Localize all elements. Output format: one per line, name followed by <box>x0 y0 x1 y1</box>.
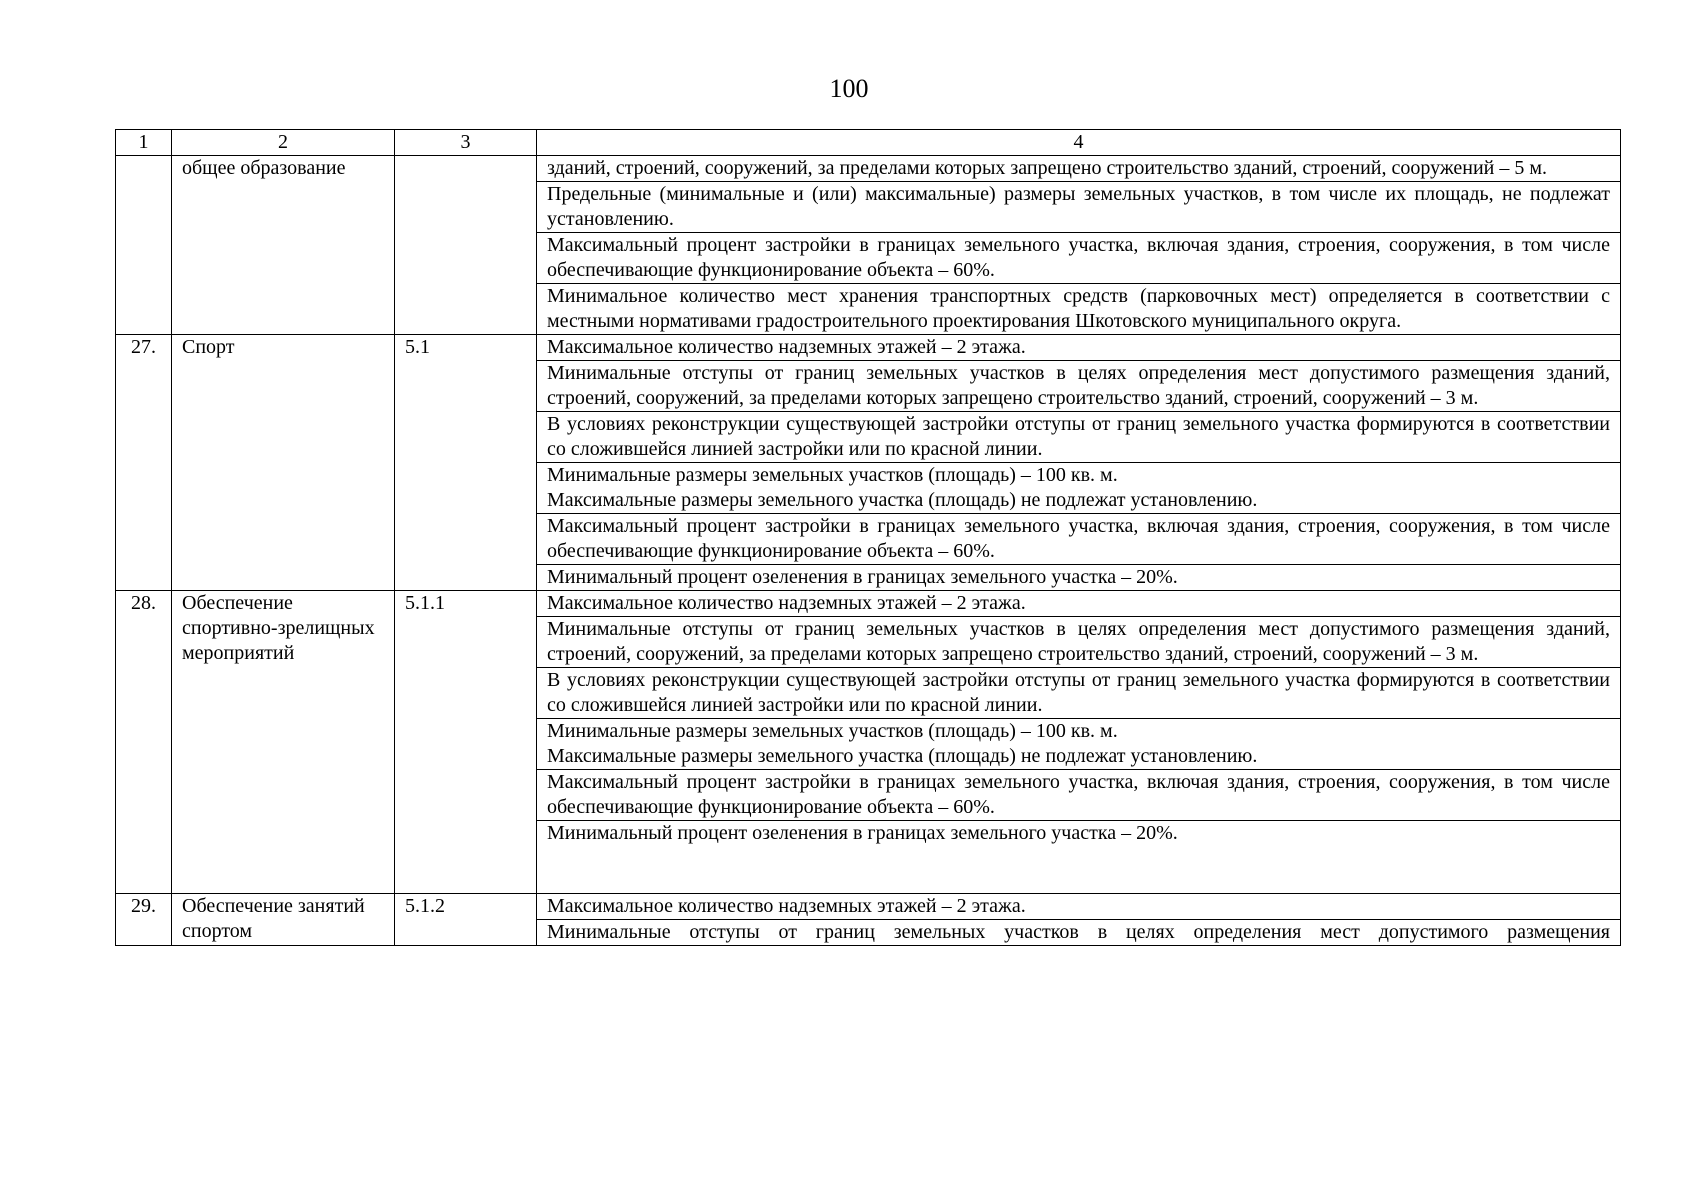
use-name-cell: Обеспечение спортивно-зрелищных мероприятий <box>172 591 395 894</box>
header-cell: 1 <box>116 130 172 156</box>
parameter-cell <box>537 463 1621 514</box>
row-number-cell <box>116 156 172 335</box>
parameter-cell: Минимальные отступы от границ земельных участков в целях определения мест допустимого размещения зданий, строений, сооружений, за пределами которых запрещено строительство зданий, строений, сооружений – 3 м. <box>537 617 1621 668</box>
use-code-cell <box>395 156 537 335</box>
row-number-cell: 29. <box>116 894 172 946</box>
parameter-cell: Максимальный процент застройки в границах земельного участка, включая здания, строения, сооружения, в том числе обеспечивающие функционирование объекта – 60%. <box>537 770 1621 821</box>
parameter-cell: Максимальное количество надземных этажей – 2 этажа. <box>537 335 1621 361</box>
use-code-cell: 5.1.1 <box>395 591 537 894</box>
use-name-cell: Спорт <box>172 335 395 591</box>
regulations-table <box>115 129 1621 946</box>
table-header-row <box>116 130 1621 156</box>
table-row <box>116 894 1621 920</box>
parameter-cell: Максимальное количество надземных этажей – 2 этажа. <box>537 894 1621 920</box>
parameter-cell: Минимальное количество мест хранения транспортных средств (парковочных мест) определяется в соответствии с местными нормативами градостроительного проектирования Шкотовского муниципального округа. <box>537 284 1621 335</box>
parameter-line: Максимальные размеры земельного участка (площадь) не подлежат установлению. <box>547 489 1258 511</box>
table-row <box>116 591 1621 617</box>
row-number-cell: 27. <box>116 335 172 591</box>
header-cell: 2 <box>172 130 395 156</box>
header-cell: 3 <box>395 130 537 156</box>
parameter-cell: Максимальный процент застройки в границах земельного участка, включая здания, строения, сооружения, в том числе обеспечивающие функционирование объекта – 60%. <box>537 514 1621 565</box>
parameter-cell: Минимальный процент озеленения в границах земельного участка – 20%. <box>537 565 1621 591</box>
parameter-cell: Минимальные отступы от границ земельных участков в целях определения мест допустимого размещения <box>537 920 1621 946</box>
parameter-cell: Минимальные отступы от границ земельных участков в целях определения мест допустимого размещения зданий, строений, сооружений, за пределами которых запрещено строительство зданий, строений, сооружений – 3 м. <box>537 361 1621 412</box>
page-number: 100 <box>829 74 869 103</box>
use-code-cell: 5.1.2 <box>395 894 537 946</box>
parameter-cell: Предельные (минимальные и (или) максимальные) размеры земельных участков, в том числе их площадь, не подлежат установлению. <box>537 182 1621 233</box>
parameter-cell: Максимальное количество надземных этажей – 2 этажа. <box>537 591 1621 617</box>
parameter-cell: зданий, строений, сооружений, за пределами которых запрещено строительство зданий, строений, сооружений – 5 м. <box>537 156 1621 182</box>
use-name-cell: общее образование <box>172 156 395 335</box>
parameter-cell: Минимальный процент озеленения в границах земельного участка – 20%. <box>537 821 1621 894</box>
parameter-cell: Максимальный процент застройки в границах земельного участка, включая здания, строения, сооружения, в том числе обеспечивающие функционирование объекта – 60%. <box>537 233 1621 284</box>
parameter-line: Минимальные размеры земельных участков (площадь) – 100 кв. м. <box>547 464 1118 486</box>
use-name-cell: Обеспечение занятий спортом <box>172 894 395 946</box>
parameter-line: Максимальные размеры земельного участка (площадь) не подлежат установлению. <box>547 745 1258 767</box>
row-number-cell: 28. <box>116 591 172 894</box>
parameter-cell: В условиях реконструкции существующей застройки отступы от границ земельного участка формируются в соответствии со сложившейся линией застройки или по красной линии. <box>537 668 1621 719</box>
use-code-cell: 5.1 <box>395 335 537 591</box>
parameter-cell <box>537 719 1621 770</box>
table-row <box>116 335 1621 361</box>
parameter-cell: В условиях реконструкции существующей застройки отступы от границ земельного участка формируются в соответствии со сложившейся линией застройки или по красной линии. <box>537 412 1621 463</box>
parameter-line: Минимальные размеры земельных участков (площадь) – 100 кв. м. <box>547 720 1118 742</box>
table-row <box>116 156 1621 182</box>
header-cell: 4 <box>537 130 1621 156</box>
